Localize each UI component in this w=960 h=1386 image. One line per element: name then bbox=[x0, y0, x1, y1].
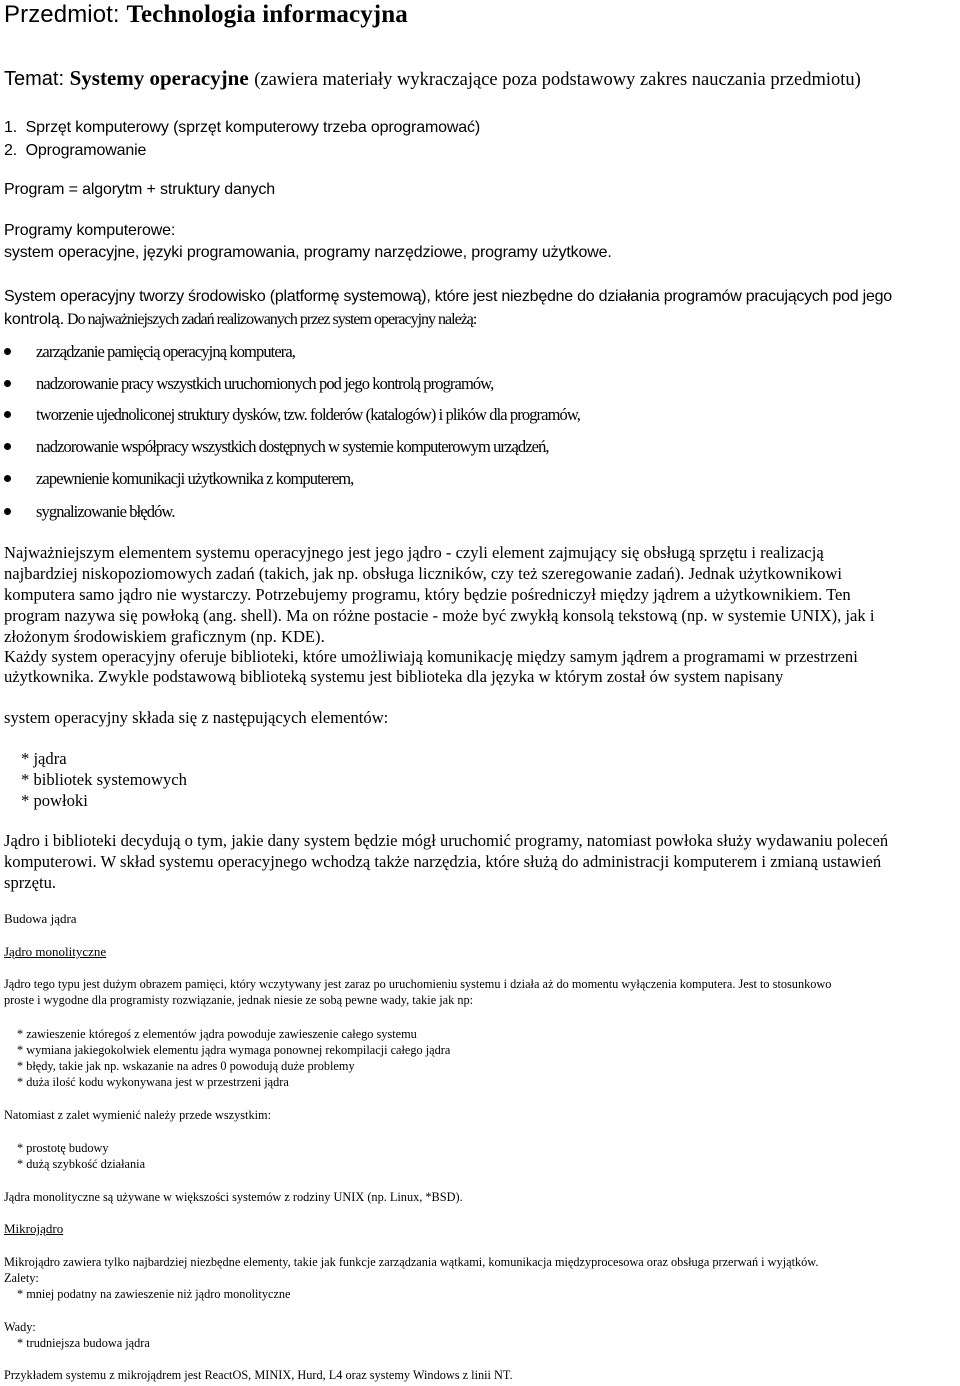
advantage-item: * dużą szybkość działania bbox=[17, 1157, 146, 1171]
bullet-icon bbox=[4, 348, 11, 355]
disadvantage-item: * duża ilość kodu wykonywana jest w przestrzeni jądra bbox=[17, 1075, 289, 1089]
topic-line bbox=[4, 64, 861, 94]
kernel-structure-label: Budowa jądra bbox=[4, 911, 77, 926]
programs-label: Programy komputerowe: bbox=[4, 222, 176, 239]
component-item: * powłoki bbox=[21, 791, 88, 810]
kernel-para-line: komputera samo jądro nie wystarczy. Potrzebujemy programu, który będzie pośredniczył między jądrem a użytkownikiem. Ten bbox=[4, 585, 851, 604]
microkernel-cons-label: Wady: bbox=[4, 1320, 36, 1334]
kernel-para-line: Każdy system operacyjny oferuje biblioteki, które umożliwiają komunikację między samym jądrem a programami w przestrzeni bbox=[4, 647, 858, 666]
shell-para-line: sprzętu. bbox=[4, 873, 57, 892]
intro-line-2a: kontrolą. bbox=[4, 311, 65, 328]
intro-line-1: System operacyjny tworzy środowisko (platformę systemową), które jest niezbędne do działania programów pracujących pod jego bbox=[4, 288, 892, 305]
kernel-para-line: Najważniejszym elementem systemu operacyjnego jest jego jądro - czyli element zajmujący się obsługą sprzętu i realizacją bbox=[4, 543, 824, 562]
kernel-para-line: najbardziej niskopoziomowych zadań (takich, jak np. obsługa liczników, czy też szeregowanie zadań). Jednak użytkownikowi bbox=[4, 564, 843, 583]
bullet-icon bbox=[4, 411, 11, 418]
disadvantage-item: * wymiana jakiegokolwiek elementu jądra wymaga ponownej rekompilacji całego jądra bbox=[17, 1043, 451, 1057]
advantages-label: Natomiast z zalet wymienić należy przede wszystkim: bbox=[4, 1108, 272, 1122]
microkernel-pros-label: Zalety: bbox=[4, 1271, 39, 1285]
microkernel-heading: Mikrojądro bbox=[4, 1221, 64, 1236]
intro-line-2b: Do najważniejszych zadań realizowanych przez system operacyjny należą: bbox=[64, 311, 477, 328]
page-title bbox=[4, 0, 408, 30]
numbered-item-2: 2. Oprogramowanie bbox=[4, 142, 147, 159]
component-item: * jądra bbox=[21, 749, 67, 768]
kernel-para-line: program nazywa się powłoką (ang. shell). Ma on różne postacie - może być zwykłą konsolą tekstową (np. w systemie UNIX), jak i bbox=[4, 606, 875, 625]
monolithic-heading: Jądro monolityczne bbox=[4, 944, 107, 959]
intro-line-2 bbox=[4, 310, 476, 330]
title-subject: Technologia informacyjna bbox=[126, 1, 408, 28]
title-prefix: Przedmiot: bbox=[4, 1, 120, 28]
advantage-item: * prostotę budowy bbox=[17, 1141, 109, 1155]
topic-prefix: Temat: bbox=[4, 68, 65, 90]
microkernel-con-item: * trudniejsza budowa jądra bbox=[17, 1336, 150, 1350]
topic-name: Systemy operacyjne bbox=[69, 66, 249, 90]
components-label: system operacyjny składa się z następujących elementów: bbox=[4, 708, 389, 727]
monolithic-para-line: Jądro tego typu jest dużym obrazem pamięci, który wczytywany jest zaraz po uruchomieniu systemu i działa aż do momentu wyłączenia komputera. Jest to stosunkowo bbox=[4, 977, 832, 991]
bullet-icon bbox=[4, 443, 11, 450]
formula-line: Program = algorytm + struktury danych bbox=[4, 181, 276, 198]
shell-para-line: Jądro i biblioteki decydują o tym, jakie dany system będzie mógł uruchomić programy, natomiast powłoka służy wydawaniu poleceń bbox=[4, 831, 889, 850]
disadvantage-item: * błędy, takie jak np. wskazanie na adres 0 powodują duże problemy bbox=[17, 1059, 355, 1073]
bullet-icon bbox=[4, 475, 11, 482]
kernel-para-line: złożonym środowiskiem graficznym (np. KDE). bbox=[4, 627, 325, 646]
microkernel-example: Przykładem systemu z mikrojądrem jest ReactOS, MINIX, Hurd, L4 oraz systemy Windows z linii NT. bbox=[4, 1368, 513, 1382]
monolithic-usage: Jądra monolityczne są używane w większości systemów z rodziny UNIX (np. Linux, *BSD). bbox=[4, 1190, 463, 1204]
microkernel-para: Mikrojądro zawiera tylko najbardziej niezbędne elementy, takie jak funkcje zarządzania wątkami, komunikacja międzyprocesowa oraz obsługa przerwań i wyjątków. bbox=[4, 1255, 819, 1269]
numbered-item-1: 1. Sprzęt komputerowy (sprzęt komputerowy trzeba oprogramować) bbox=[4, 119, 481, 136]
disadvantage-item: * zawieszenie któregoś z elementów jądra powoduje zawieszenie całego systemu bbox=[17, 1027, 417, 1041]
component-item: * bibliotek systemowych bbox=[21, 770, 187, 789]
programs-list: system operacyjne, języki programowania, programy narzędziowe, programy użytkowe. bbox=[4, 244, 612, 261]
bullet-icon bbox=[4, 508, 11, 515]
monolithic-para-line: proste i wygodne dla programisty rozwiązanie, jednak niesie ze sobą pewne wady, takie jak np: bbox=[4, 993, 474, 1007]
shell-para-line: komputerowi. W skład systemu operacyjnego wchodzą także narzędzia, które służą do administracji komputerem i zmianą ustawień bbox=[4, 852, 882, 871]
kernel-para-line: użytkownika. Zwykle podstawową biblioteką systemu jest biblioteka dla języka w którym został ów system napisany bbox=[4, 667, 784, 686]
microkernel-pro-item: * mniej podatny na zawieszenie niż jądro monolityczne bbox=[17, 1287, 291, 1301]
bullet-icon bbox=[4, 380, 11, 387]
topic-note: (zawiera materiały wykraczające poza podstawowy zakres nauczania przedmiotu) bbox=[254, 70, 861, 90]
